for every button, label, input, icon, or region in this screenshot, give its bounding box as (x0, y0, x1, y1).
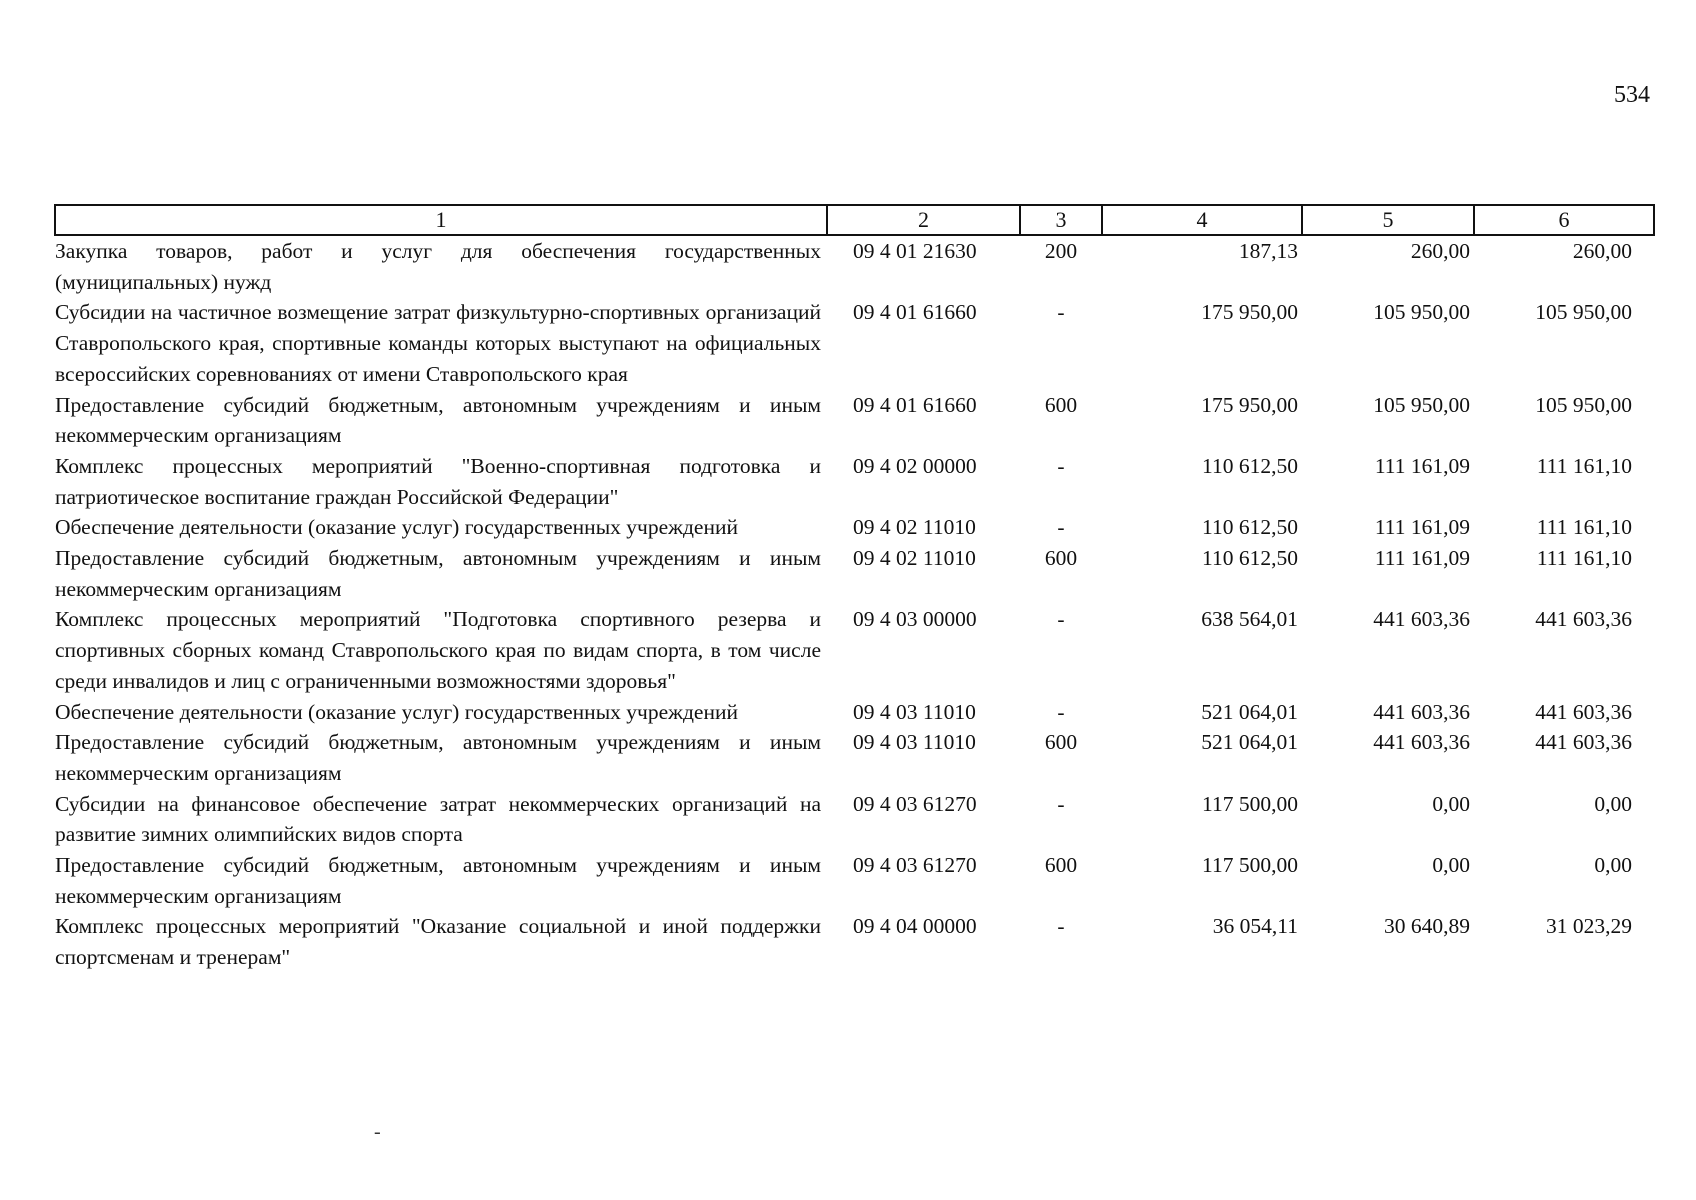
table-body (55, 235, 1654, 973)
row-name-cell: Предоставление субсидий бюджетным, автономным учреждениям и иным некоммерческим организациям (55, 392, 821, 448)
row-expense-type-cell: - (1057, 791, 1065, 816)
row-name-cell: Закупка товаров, работ и услуг для обеспечения государственных (муниципальных) нужд (55, 239, 821, 294)
row-name-cell: Обеспечение деятельности (оказание услуг) государственных учреждений (55, 515, 738, 540)
table-row (55, 297, 1654, 389)
row-name-cell: Комплекс процессных мероприятий "Подготовка спортивного резерва и спортивных сборных команд Ставропольского края по видам спорта, в том числе среди инвалидов и лиц с ограниченными возможностями здоровья" (55, 607, 821, 693)
row-amount-col6-cell: 105 950,00 (1535, 300, 1632, 325)
row-amount-col4-cell: 175 950,00 (1201, 392, 1298, 417)
row-amount-col4-cell: 117 500,00 (1202, 853, 1298, 878)
row-amount-col5-cell: 260,00 (1410, 239, 1470, 263)
row-name-cell: Комплекс процессных мероприятий "Военно-спортивная подготовка и патриотическое воспитание граждан Российской Федерации" (55, 453, 821, 509)
column-header-5: 5 (1302, 205, 1474, 235)
row-amount-col4-cell: 638 564,01 (1201, 607, 1298, 632)
row-amount-col4-cell: 117 500,00 (1202, 791, 1298, 816)
table-row (55, 697, 1654, 728)
row-amount-col5-cell: 0,00 (1432, 791, 1470, 816)
row-amount-col6-cell: 0,00 (1594, 791, 1632, 816)
row-expense-type-cell: - (1057, 515, 1065, 540)
row-name-cell: Предоставление субсидий бюджетным, автономным учреждениям и иным некоммерческим организациям (55, 853, 821, 908)
row-amount-col6-cell: 0,00 (1594, 853, 1632, 878)
row-code-cell: 09 4 03 61270 (853, 853, 977, 878)
row-amount-col5-cell: 105 950,00 (1373, 300, 1470, 325)
row-amount-col6-cell: 111 161,10 (1536, 453, 1632, 478)
row-name-cell: Комплекс процессных мероприятий "Оказание социальной и иной поддержки спортсменам и тренерам" (55, 914, 821, 970)
header-row (55, 205, 1654, 235)
row-code-cell: 09 4 01 21630 (853, 239, 977, 263)
row-amount-col6-cell: 111 161,10 (1536, 515, 1632, 540)
row-amount-col6-cell: 441 603,36 (1535, 607, 1632, 632)
column-header-2: 2 (827, 205, 1020, 235)
table-row (55, 911, 1654, 972)
row-name-cell: Субсидии на частичное возмещение затрат физкультурно-спортивных организаций Ставропольского края, спортивные команды которых выступают на официальных всероссийских соревнованиях от имени Ставропольского края (55, 300, 821, 386)
row-amount-col6-cell: 260,00 (1572, 239, 1632, 263)
row-name-cell: Предоставление субсидий бюджетным, автономным учреждениям и иным некоммерческим организациям (55, 546, 821, 601)
row-amount-col4-cell: 36 054,11 (1212, 914, 1298, 939)
row-amount-col5-cell: 105 950,00 (1373, 392, 1470, 417)
row-amount-col5-cell: 441 603,36 (1373, 699, 1470, 724)
table-row (55, 543, 1654, 604)
row-expense-type-cell: 600 (1044, 730, 1078, 755)
row-code-cell: 09 4 03 00000 (853, 607, 977, 632)
row-code-cell: 09 4 02 00000 (853, 453, 977, 478)
row-expense-type-cell: 200 (1044, 239, 1078, 263)
footer-mark: - (374, 1121, 381, 1143)
row-amount-col5-cell: 111 161,09 (1374, 515, 1470, 540)
row-amount-col6-cell: 441 603,36 (1535, 699, 1632, 724)
row-expense-type-cell: 600 (1044, 853, 1078, 878)
column-header-4: 4 (1102, 205, 1302, 235)
row-name-cell: Субсидии на финансовое обеспечение затрат некоммерческих организаций на развитие зимних олимпийских видов спорта (55, 791, 821, 847)
row-amount-col4-cell: 110 612,50 (1202, 515, 1298, 540)
row-amount-col4-cell: 521 064,01 (1201, 730, 1298, 755)
row-code-cell: 09 4 02 11010 (853, 546, 976, 571)
column-header-6: 6 (1474, 205, 1654, 235)
row-amount-col4-cell: 110 612,50 (1202, 453, 1298, 478)
table-row (55, 235, 1654, 297)
row-amount-col5-cell: 441 603,36 (1373, 730, 1470, 755)
row-code-cell: 09 4 01 61660 (853, 392, 977, 417)
row-code-cell: 09 4 04 00000 (853, 914, 977, 939)
row-expense-type-cell: 600 (1044, 392, 1078, 417)
row-amount-col5-cell: 111 161,09 (1374, 546, 1470, 571)
row-name-cell: Обеспечение деятельности (оказание услуг) государственных учреждений (55, 699, 738, 724)
row-amount-col6-cell: 441 603,36 (1535, 730, 1632, 755)
row-code-cell: 09 4 03 61270 (853, 791, 977, 816)
table-row (55, 789, 1654, 850)
row-amount-col6-cell: 105 950,00 (1535, 392, 1632, 417)
row-expense-type-cell: - (1057, 453, 1065, 478)
row-amount-col5-cell: 111 161,09 (1374, 453, 1470, 478)
row-amount-col6-cell: 31 023,29 (1546, 914, 1632, 939)
row-expense-type-cell: - (1057, 699, 1065, 724)
row-expense-type-cell: - (1057, 914, 1065, 939)
row-amount-col4-cell: 187,13 (1238, 239, 1298, 263)
row-code-cell: 09 4 01 61660 (853, 300, 977, 325)
table-row (55, 390, 1654, 451)
row-amount-col4-cell: 110 612,50 (1202, 546, 1298, 571)
row-amount-col4-cell: 175 950,00 (1201, 300, 1298, 325)
row-expense-type-cell: 600 (1044, 546, 1078, 571)
page-number: 534 (1614, 82, 1650, 108)
table-row (55, 604, 1654, 696)
table-header (55, 205, 1654, 235)
row-expense-type-cell: - (1057, 300, 1065, 325)
row-expense-type-cell: - (1057, 607, 1065, 632)
row-amount-col5-cell: 30 640,89 (1384, 914, 1470, 939)
budget-table (54, 204, 1655, 973)
row-code-cell: 09 4 03 11010 (853, 730, 976, 755)
table-row (55, 512, 1654, 543)
table-row (55, 727, 1654, 788)
row-name-cell: Предоставление субсидий бюджетным, автономным учреждениям и иным некоммерческим организациям (55, 730, 821, 785)
column-header-3: 3 (1020, 205, 1102, 235)
row-amount-col6-cell: 111 161,10 (1536, 546, 1632, 571)
row-code-cell: 09 4 02 11010 (853, 515, 976, 540)
table-row (55, 451, 1654, 512)
column-header-1: 1 (55, 205, 827, 235)
row-amount-col4-cell: 521 064,01 (1201, 699, 1298, 724)
row-amount-col5-cell: 441 603,36 (1373, 607, 1470, 632)
table-row (55, 850, 1654, 911)
row-code-cell: 09 4 03 11010 (853, 699, 976, 724)
row-amount-col5-cell: 0,00 (1432, 853, 1470, 878)
